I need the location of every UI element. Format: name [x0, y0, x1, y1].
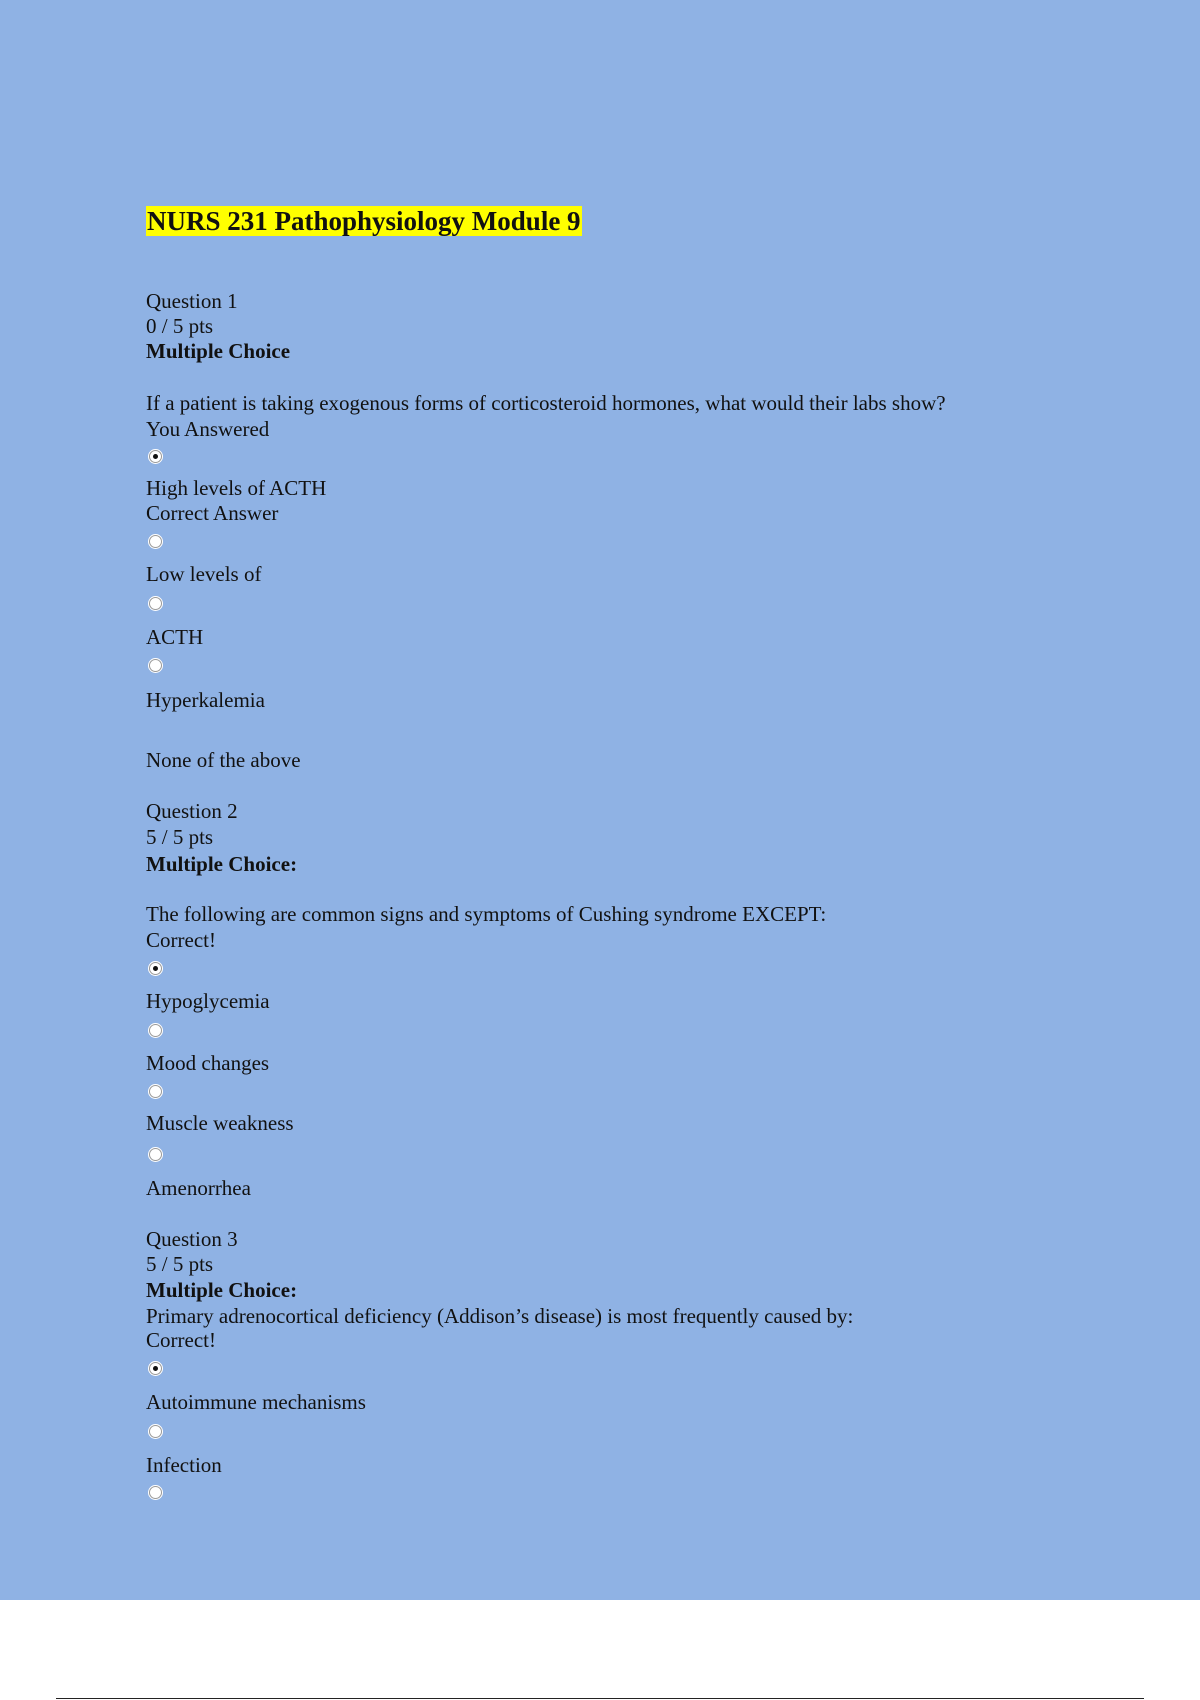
you-answered-label: You Answered	[146, 417, 270, 441]
question-number: Question 3	[146, 1227, 238, 1251]
option-label: Hyperkalemia	[146, 688, 265, 712]
option-label: Low levels of	[146, 562, 262, 586]
correct-answer-label: Correct Answer	[146, 501, 279, 525]
radio-option[interactable]	[149, 1024, 162, 1037]
question-prompt: The following are common signs and symptoms of Cushing syndrome EXCEPT:	[146, 902, 827, 926]
question-type: Multiple Choice	[146, 339, 291, 363]
option-label: Muscle weakness	[146, 1111, 294, 1135]
correct-note: Correct!	[146, 1328, 216, 1352]
radio-option[interactable]	[149, 1148, 162, 1161]
question-number: Question 2	[146, 799, 238, 823]
option-label: Autoimmune mechanisms	[146, 1390, 366, 1414]
option-label: Amenorrhea	[146, 1176, 251, 1200]
radio-option[interactable]	[149, 659, 162, 672]
answered-option-label: High levels of ACTH	[146, 476, 327, 500]
document-title: NURS 231 Pathophysiology Module 9	[147, 206, 581, 236]
question-score: 5 / 5 pts	[146, 825, 214, 849]
radio-option[interactable]	[149, 597, 162, 610]
option-label: Infection	[146, 1453, 222, 1477]
radio-option[interactable]	[149, 1085, 162, 1098]
radio-option[interactable]	[149, 1486, 162, 1499]
option-label: Mood changes	[146, 1051, 270, 1075]
option-label: Hypoglycemia	[146, 989, 270, 1013]
radio-option-selected[interactable]	[149, 962, 162, 975]
correct-note: Correct!	[146, 928, 216, 952]
option-label: ACTH	[146, 625, 204, 649]
question-type: Multiple Choice:	[146, 852, 298, 876]
radio-option[interactable]	[149, 535, 162, 548]
option-label: None of the above	[146, 748, 301, 772]
question-score: 5 / 5 pts	[146, 1252, 214, 1276]
question-prompt: If a patient is taking exogenous forms of corticosteroid hormones, what would their labs show?	[146, 391, 946, 415]
radio-option-selected[interactable]	[149, 1362, 162, 1375]
radio-option[interactable]	[149, 1425, 162, 1438]
question-number: Question 1	[146, 289, 238, 313]
question-type: Multiple Choice:	[146, 1278, 298, 1302]
footer-rule	[56, 1698, 1144, 1699]
question-prompt: Primary adrenocortical deficiency (Addison’s disease) is most frequently caused by:	[146, 1304, 854, 1328]
radio-answered-option[interactable]	[149, 450, 162, 463]
question-score: 0 / 5 pts	[146, 314, 214, 338]
